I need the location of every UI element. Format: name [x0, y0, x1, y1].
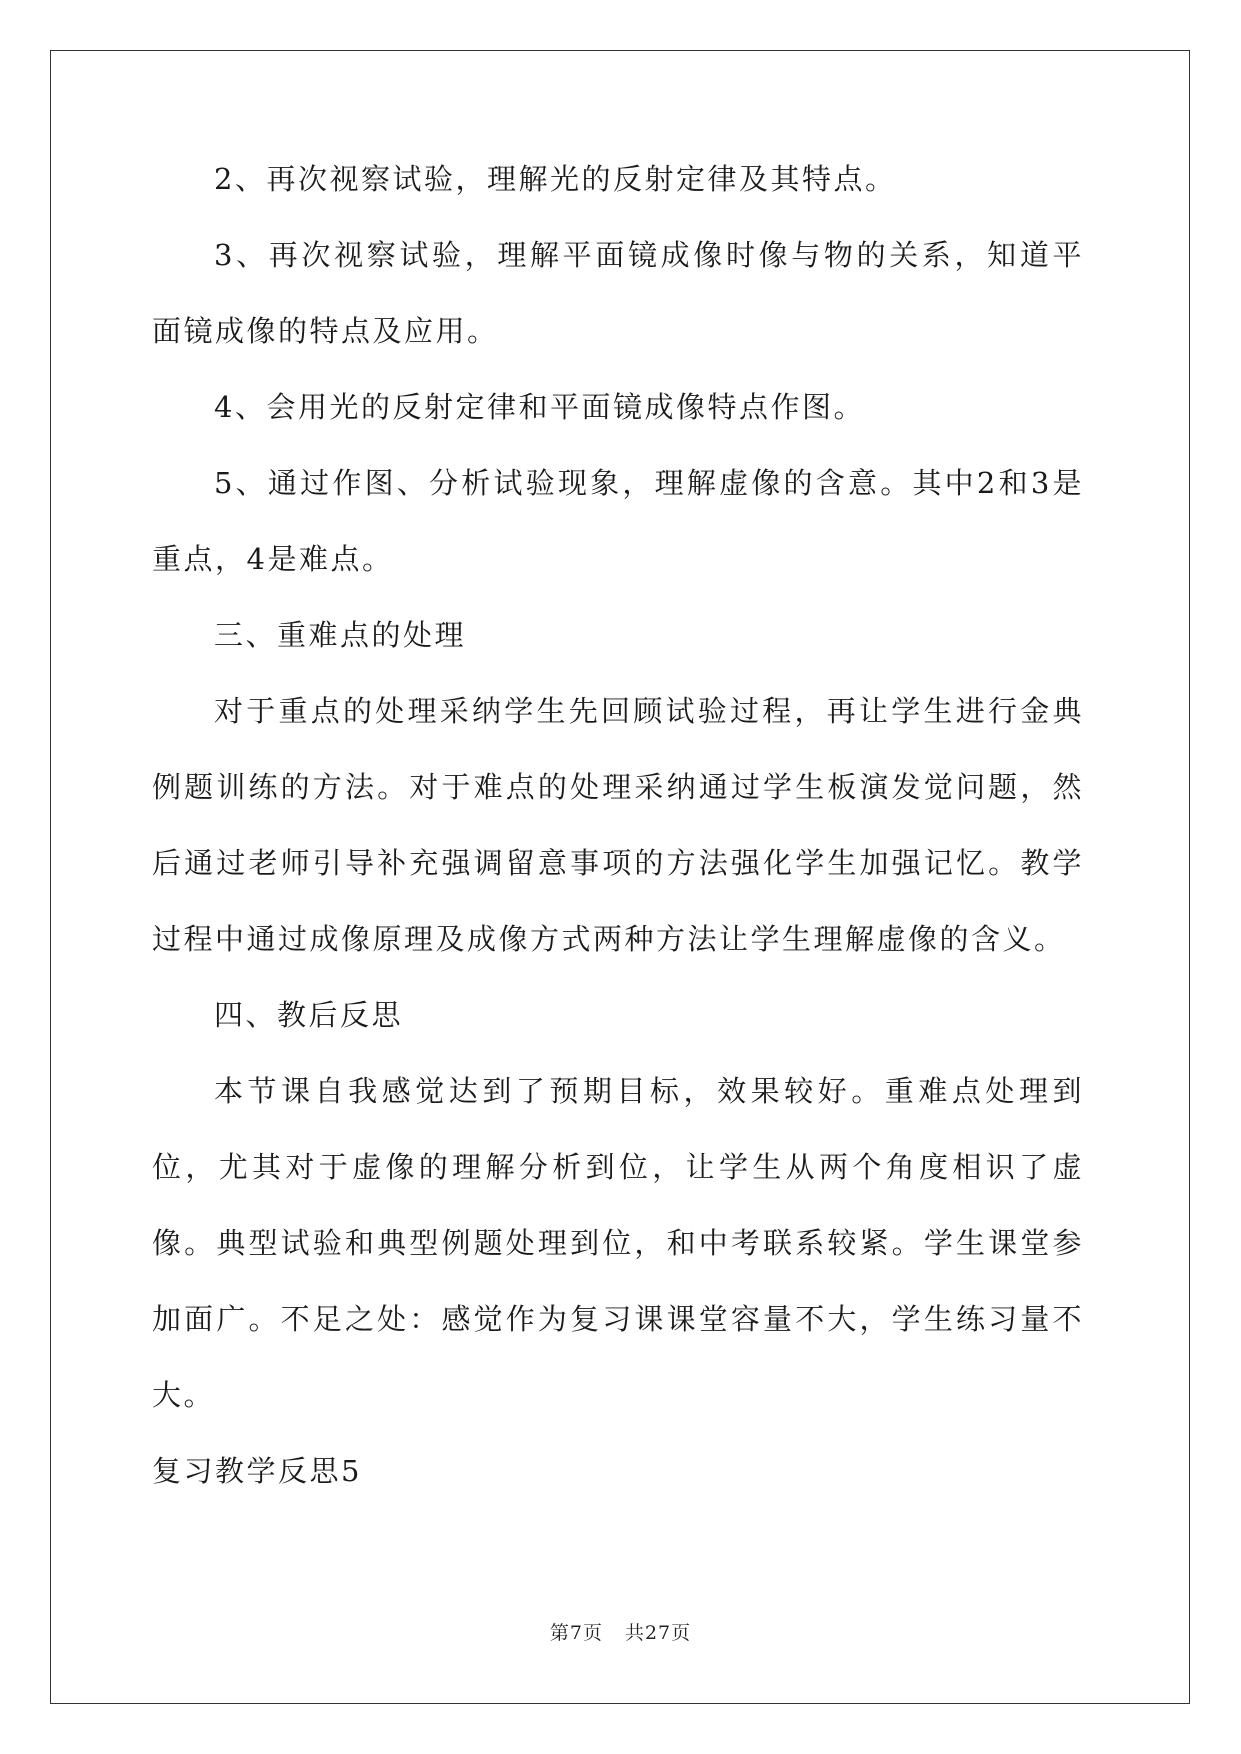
paragraph-objective-3: 3、再次视察试验，理解平面镜成像时像与物的关系，知道平面镜成像的特点及应用。	[152, 238, 1084, 348]
paragraph-objective-5: 5、通过作图、分析试验现象，理解虚像的含意。其中2和3是重点，4是难点。	[152, 466, 1084, 576]
page-total: 共27页	[624, 1622, 692, 1644]
heading-key-points: 三、重难点的处理	[214, 618, 467, 652]
document-body	[152, 160, 1084, 1509]
page-footer	[0, 1618, 1241, 1645]
page-number: 第7页	[549, 1622, 603, 1644]
heading-reflection: 四、教后反思	[214, 998, 404, 1032]
paragraph-objective-4: 4、会用光的反射定律和平面镜成像特点作图。	[214, 390, 865, 424]
paragraph-key-points: 对于重点的处理采纳学生先回顾试验过程，再让学生进行金典例题训练的方法。对于难点的处理采纳通过学生板演发觉问题，然后通过老师引导补充强调留意事项的方法强化学生加强记忆。教学过程中通过成像原理及成像方式两种方法让学生理解虚像的含义。	[152, 694, 1084, 956]
paragraph-reflection: 本节课自我感觉达到了预期目标，效果较好。重难点处理到位，尤其对于虚像的理解分析到位，让学生从两个角度相识了虚像。典型试验和典型例题处理到位，和中考联系较紧。学生课堂参加面广。不足之处：感觉作为复习课课堂容量不大，学生练习量不大。	[152, 1074, 1084, 1412]
section-title: 复习教学反思5	[152, 1454, 362, 1488]
paragraph-objective-2: 2、再次视察试验，理解光的反射定律及其特点。	[214, 162, 897, 196]
